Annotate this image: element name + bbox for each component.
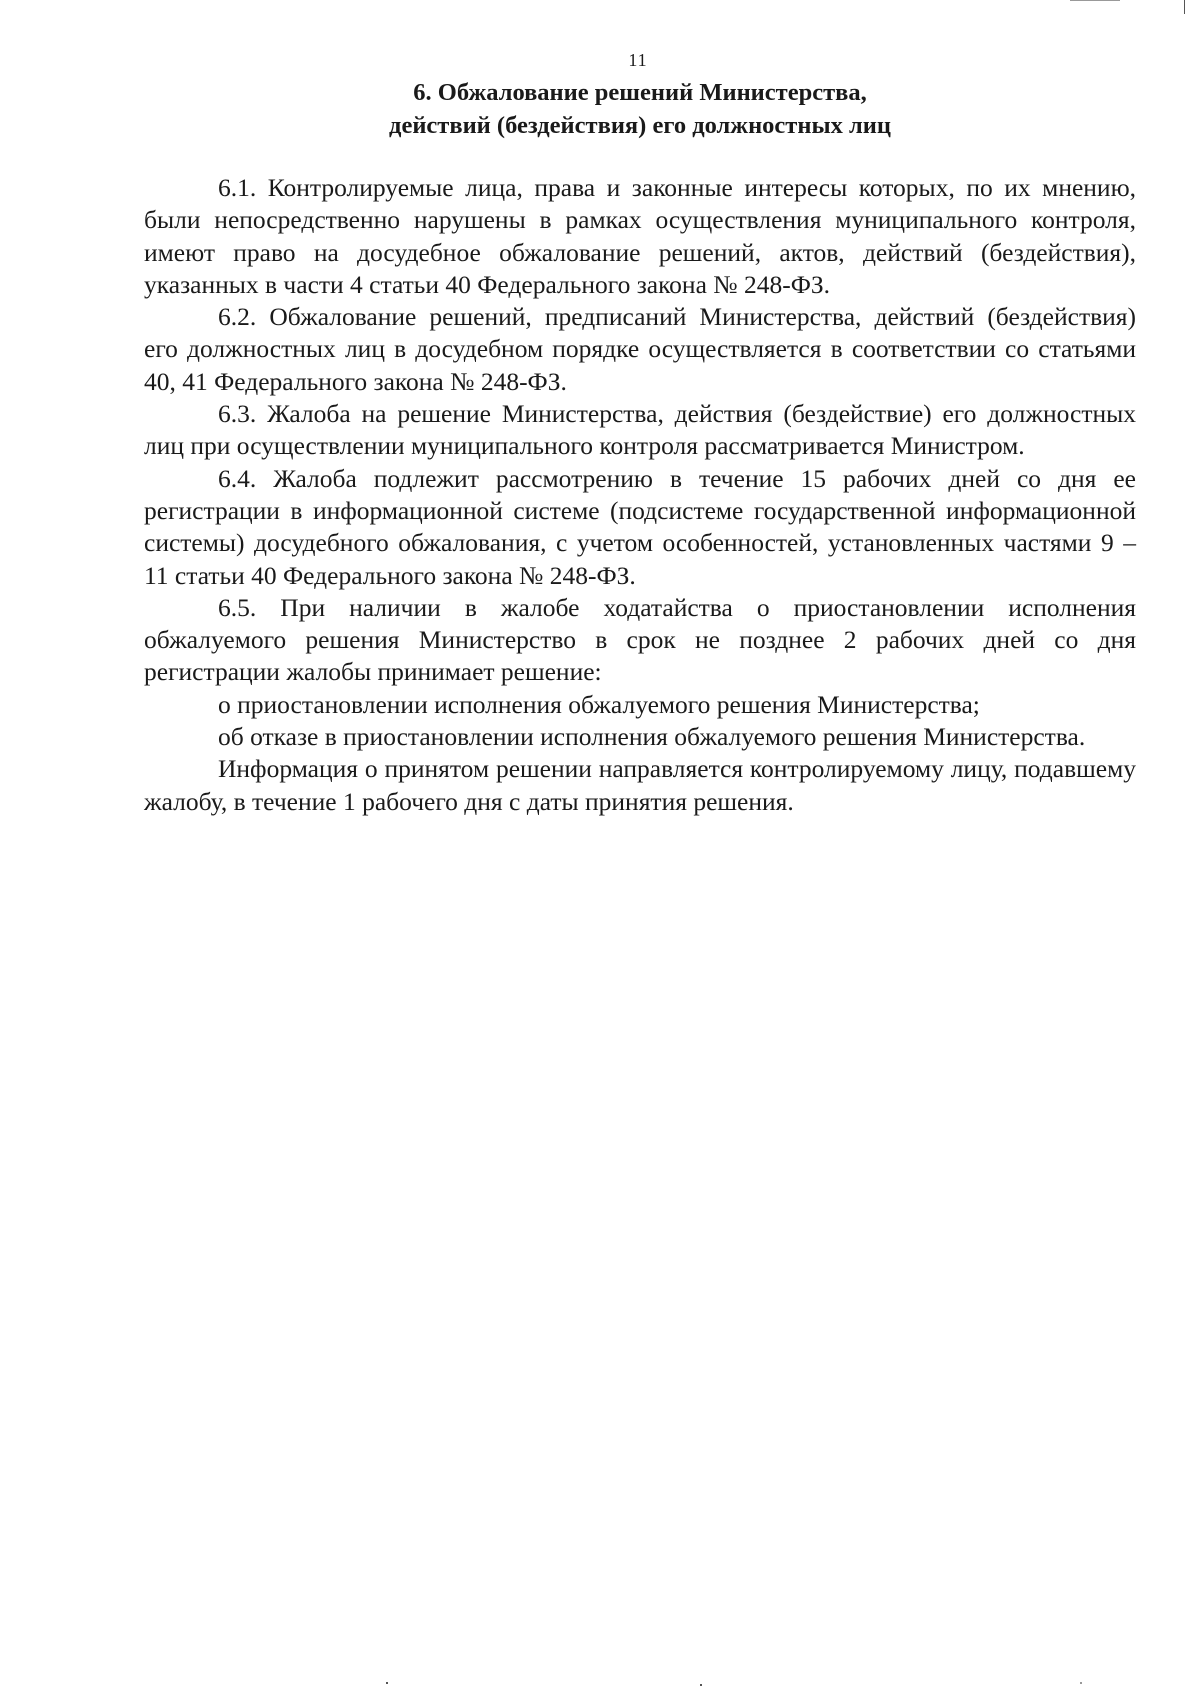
paragraph-6-5: 6.5. При наличии в жалобе ходатайства о приостановлении исполнения обжалуемого решения Министерство в срок не позднее 2 рабочих дней со дня регистрации жалобы принимает решение: xyxy=(144,592,1136,687)
paragraph-6-2: 6.2. Обжалование решений, предписаний Министерства, действий (бездействия) его должностных лиц в досудебном порядке осуществляется в соответствии со статьями 40, 41 Федерального закона № 248-ФЗ. xyxy=(144,302,1136,396)
paragraph-notification: Информация о принятом решении направляется контролируемому лицу, подавшему жалобу, в течение 1 рабочего дня с даты принятия решения. xyxy=(144,754,1136,816)
section-body xyxy=(144,172,1136,818)
scan-edge-mark xyxy=(1184,0,1185,14)
section-heading-line-1: 6. Обжалование решений Министерства, xyxy=(413,79,867,106)
page-number: 11 xyxy=(628,50,648,70)
scan-dot xyxy=(1080,1682,1082,1684)
section-heading xyxy=(340,76,940,142)
scan-dot xyxy=(386,1682,388,1684)
paragraph-6-1: 6.1. Контролируемые лица, права и законные интересы которых, по их мнению, были непосредственно нарушены в рамках осуществления муниципального контроля, имеют право на досудебное обжалование решений, актов, действий (бездействия), указанных в части 4 статьи 40 Федерального закона № 248-ФЗ. xyxy=(144,173,1136,299)
paragraph-6-4: 6.4. Жалоба подлежит рассмотрению в течение 15 рабочих дней со дня ее регистрации в информационной системе (подсистеме государственной информационной системы) досудебного обжалования, с учетом особенностей, установленных частями 9 – 11 статьи 40 Федерального закона № 248-ФЗ. xyxy=(144,463,1136,590)
paragraph-6-3: 6.3. Жалоба на решение Министерства, действия (бездействие) его должностных лиц при осуществлении муниципального контроля рассматривается Министром. xyxy=(144,399,1136,461)
section-heading-line-2: действий (бездействия) его должностных лиц xyxy=(389,112,891,139)
scan-edge-mark xyxy=(1070,0,1120,1)
scan-dot xyxy=(700,1684,702,1686)
paragraph-option-refuse: об отказе в приостановлении исполнения обжалуемого решения Министерства. xyxy=(218,722,1086,752)
paragraph-option-suspend: о приостановлении исполнения обжалуемого решения Министерства; xyxy=(218,689,980,719)
